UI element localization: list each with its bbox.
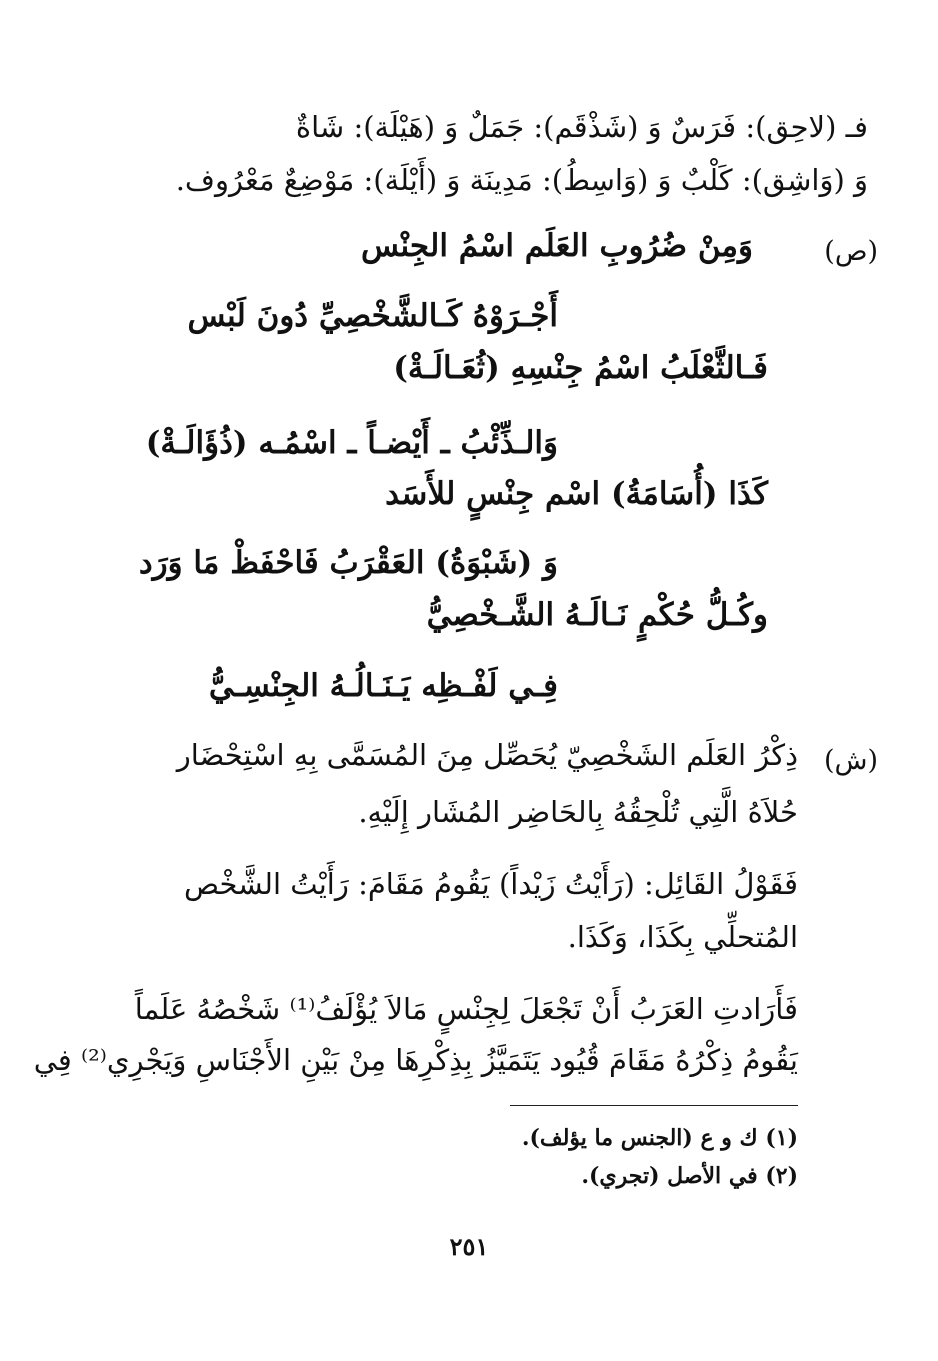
verse-line-3: فَـالثَّعْلَبُ اسْمُ جِنْسِهِ (ثُعَـالَـةْ) (393, 350, 768, 386)
commentary-marker: (ش) (823, 745, 878, 776)
footnote-2: (٢) في الأصل (تجري). (581, 1163, 798, 1189)
verse-line-5: كَذَا (أُسَامَةُ) اسْم جِنْسٍ للأَسَد (385, 476, 768, 512)
page-number: ٢٥١ (449, 1232, 489, 1261)
intro-line-2: وَ (وَاشِق): كَلْبٌ وَ (وَاسِطُ): مَدِينَة وَ (أَيْلَة): مَوْضِعٌ مَعْرُوف. (175, 163, 868, 197)
commentary-p3-line-2: يَقُومُ ذِكْرُهُ مَقَامَ قُيُود يَتَمَيَّزُ بِذِكْرِهَا مِنْ بَيْنِ الأَجْنَاسِ وَيَجْرِي⁽²⁾ فِي (33, 1043, 798, 1077)
verse-line-2: أَجْـرَوْهُ كَـالشَّخْصِيِّ دُونَ لَبْس (187, 298, 558, 334)
verse-line-8: فِـي لَفْـظِه يَـنَـالُـهُ الجِنْسِـيُّ (208, 668, 558, 704)
intro-line-1: فـ (لاحِق): فَرَسٌ وَ (شَذْقَم): جَمَلٌ وَ (هَيْلَة): شَاةٌ (295, 110, 868, 144)
verse-line-1: وَمِنْ ضُرُوبِ العَلَم اسْمُ الجِنْس (361, 228, 753, 264)
commentary-p3-line-1: فَأَرَادتِ العَرَبُ أَنْ تَجْعَلَ لِجِنْسٍ مَالاَ يُؤْلَفُ⁽¹⁾ شَخْصُهُ عَلَماً (134, 992, 798, 1026)
verse-line-4: وَالـذِّئْبُ ـ أَيْضـاً ـ اسْمُـه (ذُؤَالَـةْ) (145, 425, 558, 461)
commentary-p2-line-2: المُتحلِّي بِكَذَا، وَكَذَا. (567, 920, 798, 954)
verse-marker: (ص) (824, 236, 878, 267)
verse-line-7: وكُـلُّ حُكْمٍ نَـالَـهُ الشَّـخْصِيُّ (426, 597, 768, 633)
footnote-1: (١) ك و ع (الجنس ما يؤلف). (521, 1125, 798, 1151)
commentary-p1-line-1: ذِكْرُ العَلَم الشَخْصِيّ يُحَصِّل مِنَ المُسَمَّى بِهِ اسْتِحْضَار (176, 738, 798, 772)
commentary-p2-line-1: فَقَوْلُ القَائِل: (رَأَيْتُ زَيْداً) يَقُومُ مَقَامَ: رَأَيْتُ الشَّخْص (184, 867, 798, 901)
verse-line-6: وَ (شَبْوَةُ) العَقْرَبُ فَاحْفَظْ مَا وَرَد (138, 545, 558, 581)
commentary-p1-line-2: حُلاَهُ الَّتِي تُلْحِقُهُ بِالحَاضِر المُشَار إِلَيْهِ. (358, 795, 798, 829)
footnote-separator (510, 1105, 798, 1106)
